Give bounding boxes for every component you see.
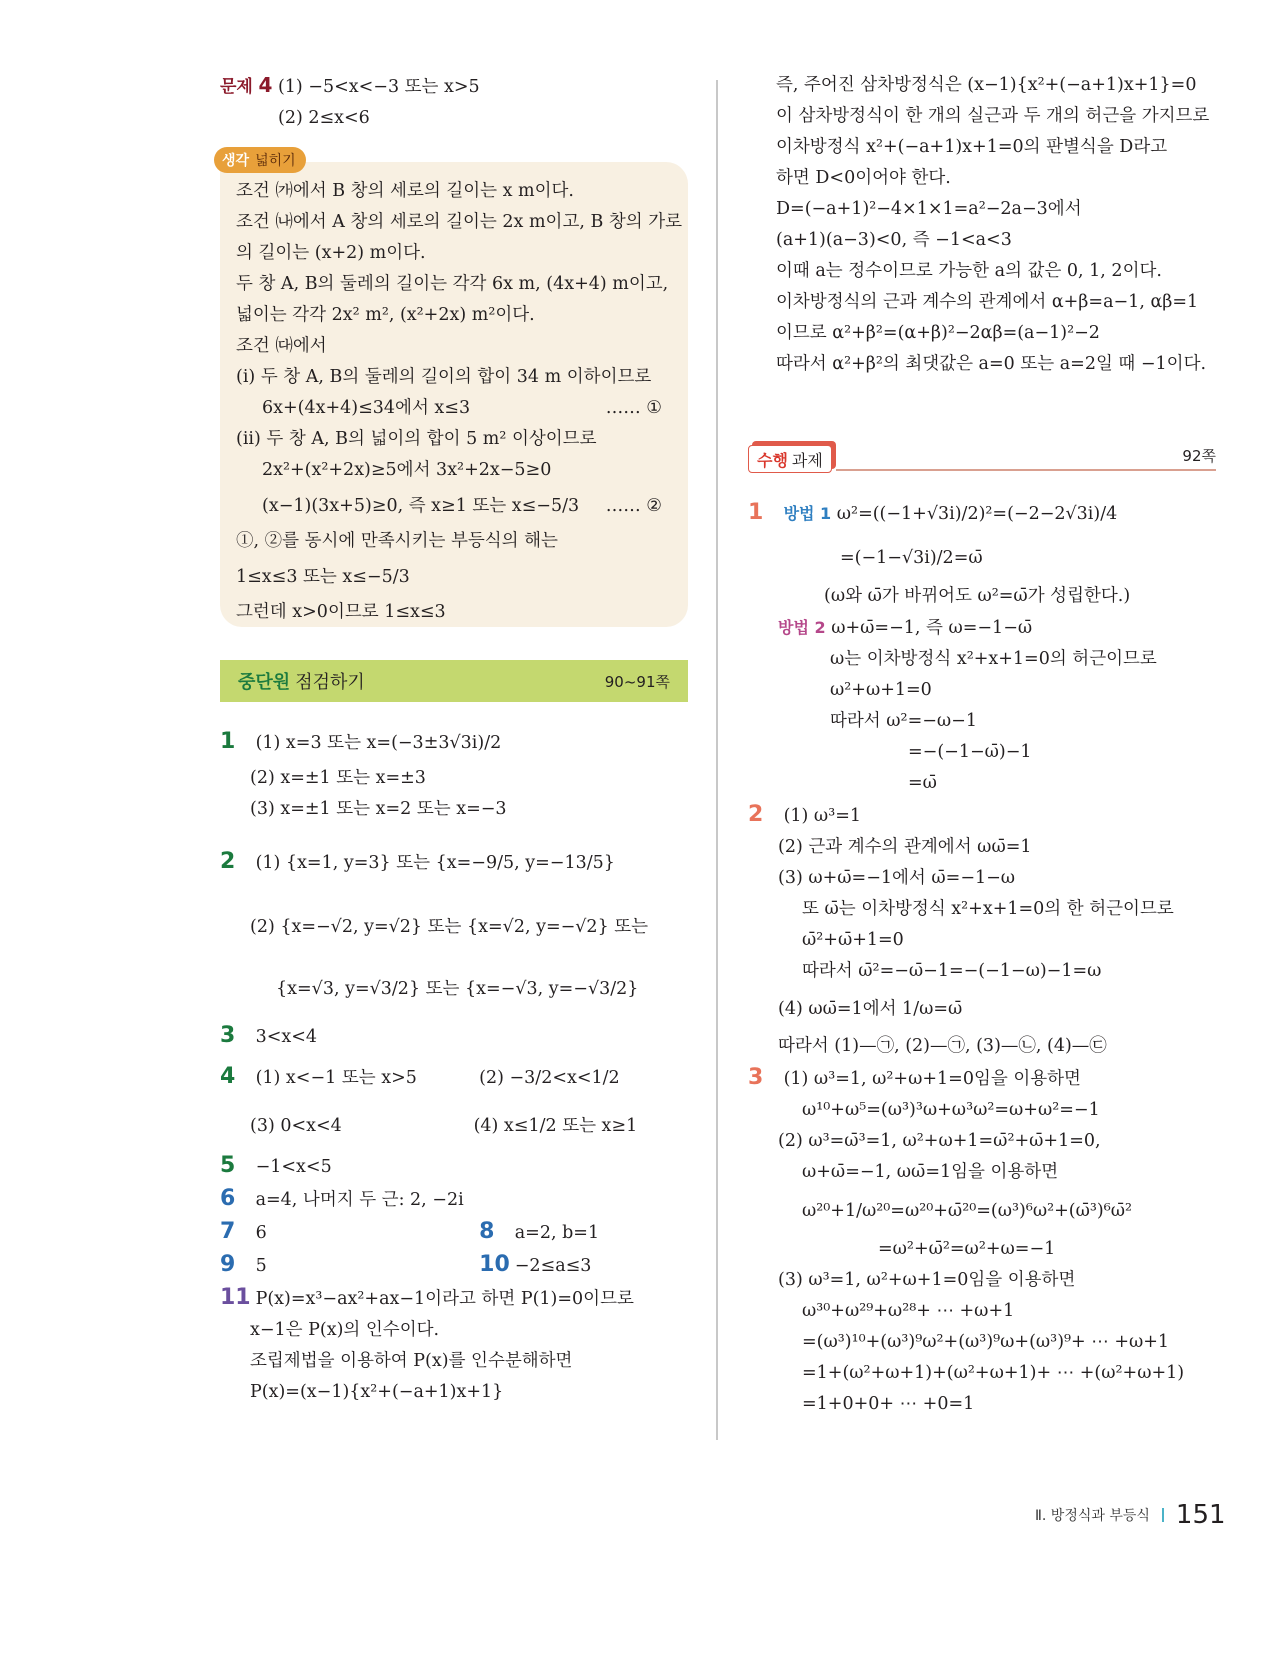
chapter-title: Ⅱ. 방정식과 부등식	[1035, 1508, 1150, 1524]
review-items	[220, 722, 690, 1408]
review-item-11	[220, 1282, 690, 1315]
item-line: =ω²+ω̄²=ω²+ω=−1	[878, 1239, 1056, 1259]
think-line: 조건 ㈐에서	[236, 336, 327, 356]
section-pages: 90~91쪽	[604, 672, 670, 691]
item-line: P(x)=x³−ax²+ax−1이라고 하면 P(1)=0이므로	[255, 1289, 634, 1309]
item-line: (3) 0<x<4	[250, 1116, 342, 1136]
item-line: =1+(ω²+ω+1)+(ω²+ω+1)+ ⋯ +(ω²+ω+1)	[802, 1363, 1185, 1383]
problem-number: 4	[258, 73, 273, 97]
review-item-7-8	[220, 1216, 690, 1249]
item-line: (3) ω+ω̄=−1에서 ω̄=−1−ω	[778, 868, 1016, 888]
cont-line: D=(−a+1)²−4×1×1=a²−2a−3에서	[776, 199, 1082, 219]
item-number: 5	[220, 1153, 236, 1178]
item-line: (2) x=±1 또는 x=±3	[250, 768, 426, 788]
item-line: −1<x<5	[255, 1157, 332, 1177]
item-line: (2) −3/2<x<1/2	[479, 1068, 620, 1088]
item-number: 2	[220, 849, 236, 874]
review-item-6	[220, 1183, 690, 1216]
item-line: (1) {x=1, y=3} 또는 {x=−9/5, y=−13/5}	[255, 853, 615, 873]
item-number: 8	[479, 1219, 495, 1244]
think-line: 1≤x≤3 또는 x≤−5/3	[236, 567, 410, 587]
item-line: 따라서 (1)—㉠, (2)—㉠, (3)—㉡, (4)—㉢	[778, 1036, 1107, 1056]
item-line: ω는 이차방정식 x²+x+1=0의 허근이므로	[830, 649, 1157, 669]
section-title-rest: 점검하기	[295, 672, 365, 693]
page-footer	[1035, 1500, 1226, 1530]
cont-line: 이때 a는 정수이므로 가능한 a의 값은 0, 1, 2이다.	[776, 261, 1162, 281]
item-line: −2≤a≤3	[514, 1256, 592, 1276]
item-number: 1	[748, 500, 764, 525]
right-continuation	[776, 70, 1216, 380]
item-line: {x=√3, y=√3/2} 또는 {x=−√3, y=−√3/2}	[276, 979, 639, 999]
item-line: ω¹⁰+ω⁵=(ω³)³ω+ω³ω²=ω+ω²=−1	[802, 1100, 1100, 1120]
item-line: 따라서 ω²=−ω−1	[830, 711, 977, 731]
task-header	[748, 445, 1216, 475]
review-item-4b	[220, 1102, 690, 1150]
cont-line: (a+1)(a−3)<0, 즉 −1<a<3	[776, 230, 1012, 250]
item-line: P(x)=(x−1){x²+(−a+1)x+1}	[250, 1382, 504, 1402]
item-number: 3	[748, 1065, 764, 1090]
problem-answer-2: (2) 2≤x<6	[278, 108, 370, 128]
item-line: 또 ω̄는 이차방정식 x²+x+1=0의 한 허근이므로	[802, 899, 1174, 919]
cont-line: 이 삼차방정식이 한 개의 실근과 두 개의 허근을 가지므로	[776, 106, 1210, 126]
item-line: ω̄²+ω̄+1=0	[802, 930, 904, 950]
think-line: (ii) 두 창 A, B의 넓이의 합이 5 m² 이상이므로	[236, 429, 597, 449]
think-line: 그런데 x>0이므로 1≤x≤3	[236, 602, 446, 622]
item-line: (3) ω³=1, ω²+ω+1=0임을 이용하면	[778, 1270, 1076, 1290]
task-pages: 92쪽	[1182, 447, 1216, 465]
item-number: 7	[220, 1219, 236, 1244]
review-item-4	[220, 1053, 690, 1102]
cont-line: 이차방정식 x²+(−a+1)x+1=0의 판별식을 D라고	[776, 137, 1168, 157]
task-item-3	[748, 1062, 1218, 1095]
column-divider	[716, 80, 718, 1440]
item-line: (1) ω³=1, ω²+ω+1=0임을 이용하면	[783, 1069, 1081, 1089]
item-line: (2) ω³=ω̄³=1, ω²+ω+1=ω̄²+ω̄+1=0,	[778, 1131, 1101, 1151]
page-number: 151	[1175, 1500, 1226, 1530]
item-line: a=4, 나머지 두 근: 2, −2i	[255, 1190, 464, 1210]
think-line: ①, ②를 동시에 만족시키는 부등식의 해는	[236, 531, 558, 551]
task-item-2	[748, 799, 1218, 832]
cont-line: 따라서 α²+β²의 최댓값은 a=0 또는 a=2일 때 −1이다.	[776, 354, 1207, 374]
review-item-5	[220, 1150, 690, 1183]
task-item-1	[748, 492, 1218, 535]
item-line: =−(−1−ω̄)−1	[908, 742, 1032, 762]
item-line: 6	[255, 1223, 267, 1243]
item-line: 조립제법을 이용하여 P(x)를 인수분해하면	[250, 1351, 573, 1371]
think-line: 넓이는 각각 2x² m², (x²+2x) m²이다.	[236, 305, 535, 325]
item-number: 3	[220, 1023, 236, 1048]
task-item-1-method2	[748, 612, 1218, 644]
item-line: x−1은 P(x)의 인수이다.	[250, 1320, 440, 1340]
task-items	[748, 492, 1218, 1420]
cont-line: 하면 D<0이어야 한다.	[776, 168, 951, 188]
review-item-2	[220, 829, 690, 896]
review-item-3	[220, 1020, 690, 1053]
think-line: 두 창 A, B의 둘레의 길이는 각각 6x m, (4x+4) m이고,	[236, 274, 669, 294]
item-line: ω²+ω+1=0	[830, 680, 932, 700]
think-line-with-mark	[236, 486, 676, 526]
item-line: (1) x<−1 또는 x>5	[255, 1068, 417, 1088]
item-number: 2	[748, 802, 764, 827]
think-line: 조건 ㈎에서 B 창의 세로의 길이는 x m이다.	[236, 181, 574, 201]
item-number: 6	[220, 1186, 236, 1211]
item-line: (2) 근과 계수의 관계에서 ωω̄=1	[778, 837, 1032, 857]
item-line: =1+0+0+ ⋯ +0=1	[802, 1394, 975, 1414]
item-line: ω²⁰+1/ω²⁰=ω²⁰+ω̄²⁰=(ω³)⁶ω²+(ω̄³)⁶ω̄²	[802, 1201, 1133, 1221]
think-line: (i) 두 창 A, B의 둘레의 길이의 합이 34 m 이하이므로	[236, 367, 652, 387]
cont-line: 이므로 α²+β²=(α+β)²−2αβ=(a−1)²−2	[776, 323, 1100, 343]
think-line: 2x²+(x²+2x)≥5에서 3x²+2x−5≥0	[262, 460, 552, 480]
item-line: (1) x=3 또는 x=(−3±3√3i)/2	[255, 733, 502, 753]
task-badge-a: 수행	[757, 450, 788, 470]
item-line: (ω와 ω̄가 바뀌어도 ω²=ω̄가 성립한다.)	[824, 586, 1131, 606]
think-badge-label-a: 생각	[222, 153, 250, 169]
item-number: 9	[220, 1252, 236, 1277]
item-line: 3<x<4	[255, 1027, 318, 1047]
item-line: (2) {x=−√2, y=√2} 또는 {x=√2, y=−√2} 또는	[250, 917, 649, 937]
item-line: =(−1−√3i)/2=ω̄	[840, 548, 983, 568]
think-line: 의 길이는 (x+2) m이다.	[236, 243, 426, 263]
item-line: a=2, b=1	[514, 1223, 600, 1243]
section-review-header	[220, 660, 688, 702]
footer-separator	[1162, 1508, 1164, 1522]
think-line: (x−1)(3x+5)≥0, 즉 x≥1 또는 x≤−5/3	[262, 496, 580, 516]
item-line: 따라서 ω̄²=−ω̄−1=−(−1−ω)−1=ω	[802, 961, 1102, 981]
item-line: (4) x≤1/2 또는 x≥1	[473, 1116, 638, 1136]
item-line: =ω̄	[908, 773, 937, 793]
task-rule	[836, 469, 1216, 471]
method-1-label: 방법 1	[783, 504, 832, 523]
item-line: ω³⁰+ω²⁹+ω²⁸+ ⋯ +ω+1	[802, 1301, 1015, 1321]
cont-line: 즉, 주어진 삼차방정식은 (x−1){x²+(−a+1)x+1}=0	[776, 75, 1197, 95]
task-badge-b: 과제	[791, 450, 823, 470]
problem-answer-1: (1) −5<x<−3 또는 x>5	[277, 77, 480, 97]
think-badge-label-b: 넓히기	[255, 153, 296, 169]
method-2-label: 방법 2	[778, 618, 826, 637]
section-title-bold: 중단원	[238, 672, 291, 693]
item-line: ω+ω̄=−1, 즉 ω=−1−ω̄	[831, 618, 1033, 638]
item-line: (3) x=±1 또는 x=2 또는 x=−3	[250, 799, 507, 819]
item-line: ω²=((−1+√3i)/2)²=(−2−2√3i)/4	[836, 504, 1118, 524]
problem-4	[220, 70, 690, 134]
think-badge	[214, 147, 306, 173]
item-number: 1	[220, 729, 236, 754]
item-line: =(ω³)¹⁰+(ω³)⁹ω²+(ω³)⁹ω+(ω³)⁹+ ⋯ +ω+1	[802, 1332, 1170, 1352]
mark-2: …… ②	[605, 496, 662, 516]
item-line: ω+ω̄=−1, ωω̄=1임을 이용하면	[802, 1162, 1059, 1182]
task-badge	[748, 445, 832, 473]
think-line-with-mark	[236, 393, 676, 424]
item-number: 10	[479, 1252, 510, 1277]
item-line: (1) ω³=1	[783, 806, 862, 826]
review-item-1	[220, 722, 690, 763]
think-line: 조건 ㈏에서 A 창의 세로의 길이는 2x m이고, B 창의 가로	[236, 212, 683, 232]
think-line: 6x+(4x+4)≤34에서 x≤3	[262, 398, 471, 418]
item-line: 5	[255, 1256, 267, 1276]
item-line: (4) ωω̄=1에서 1/ω=ω̄	[778, 999, 963, 1019]
think-box-body	[236, 176, 683, 628]
problem-label: 문제	[220, 77, 253, 97]
cont-line: 이차방정식의 근과 계수의 관계에서 α+β=a−1, αβ=1	[776, 292, 1199, 312]
item-number: 11	[220, 1285, 251, 1310]
review-item-9-10	[220, 1249, 690, 1282]
item-number: 4	[220, 1064, 236, 1089]
mark-1: …… ①	[605, 398, 662, 418]
